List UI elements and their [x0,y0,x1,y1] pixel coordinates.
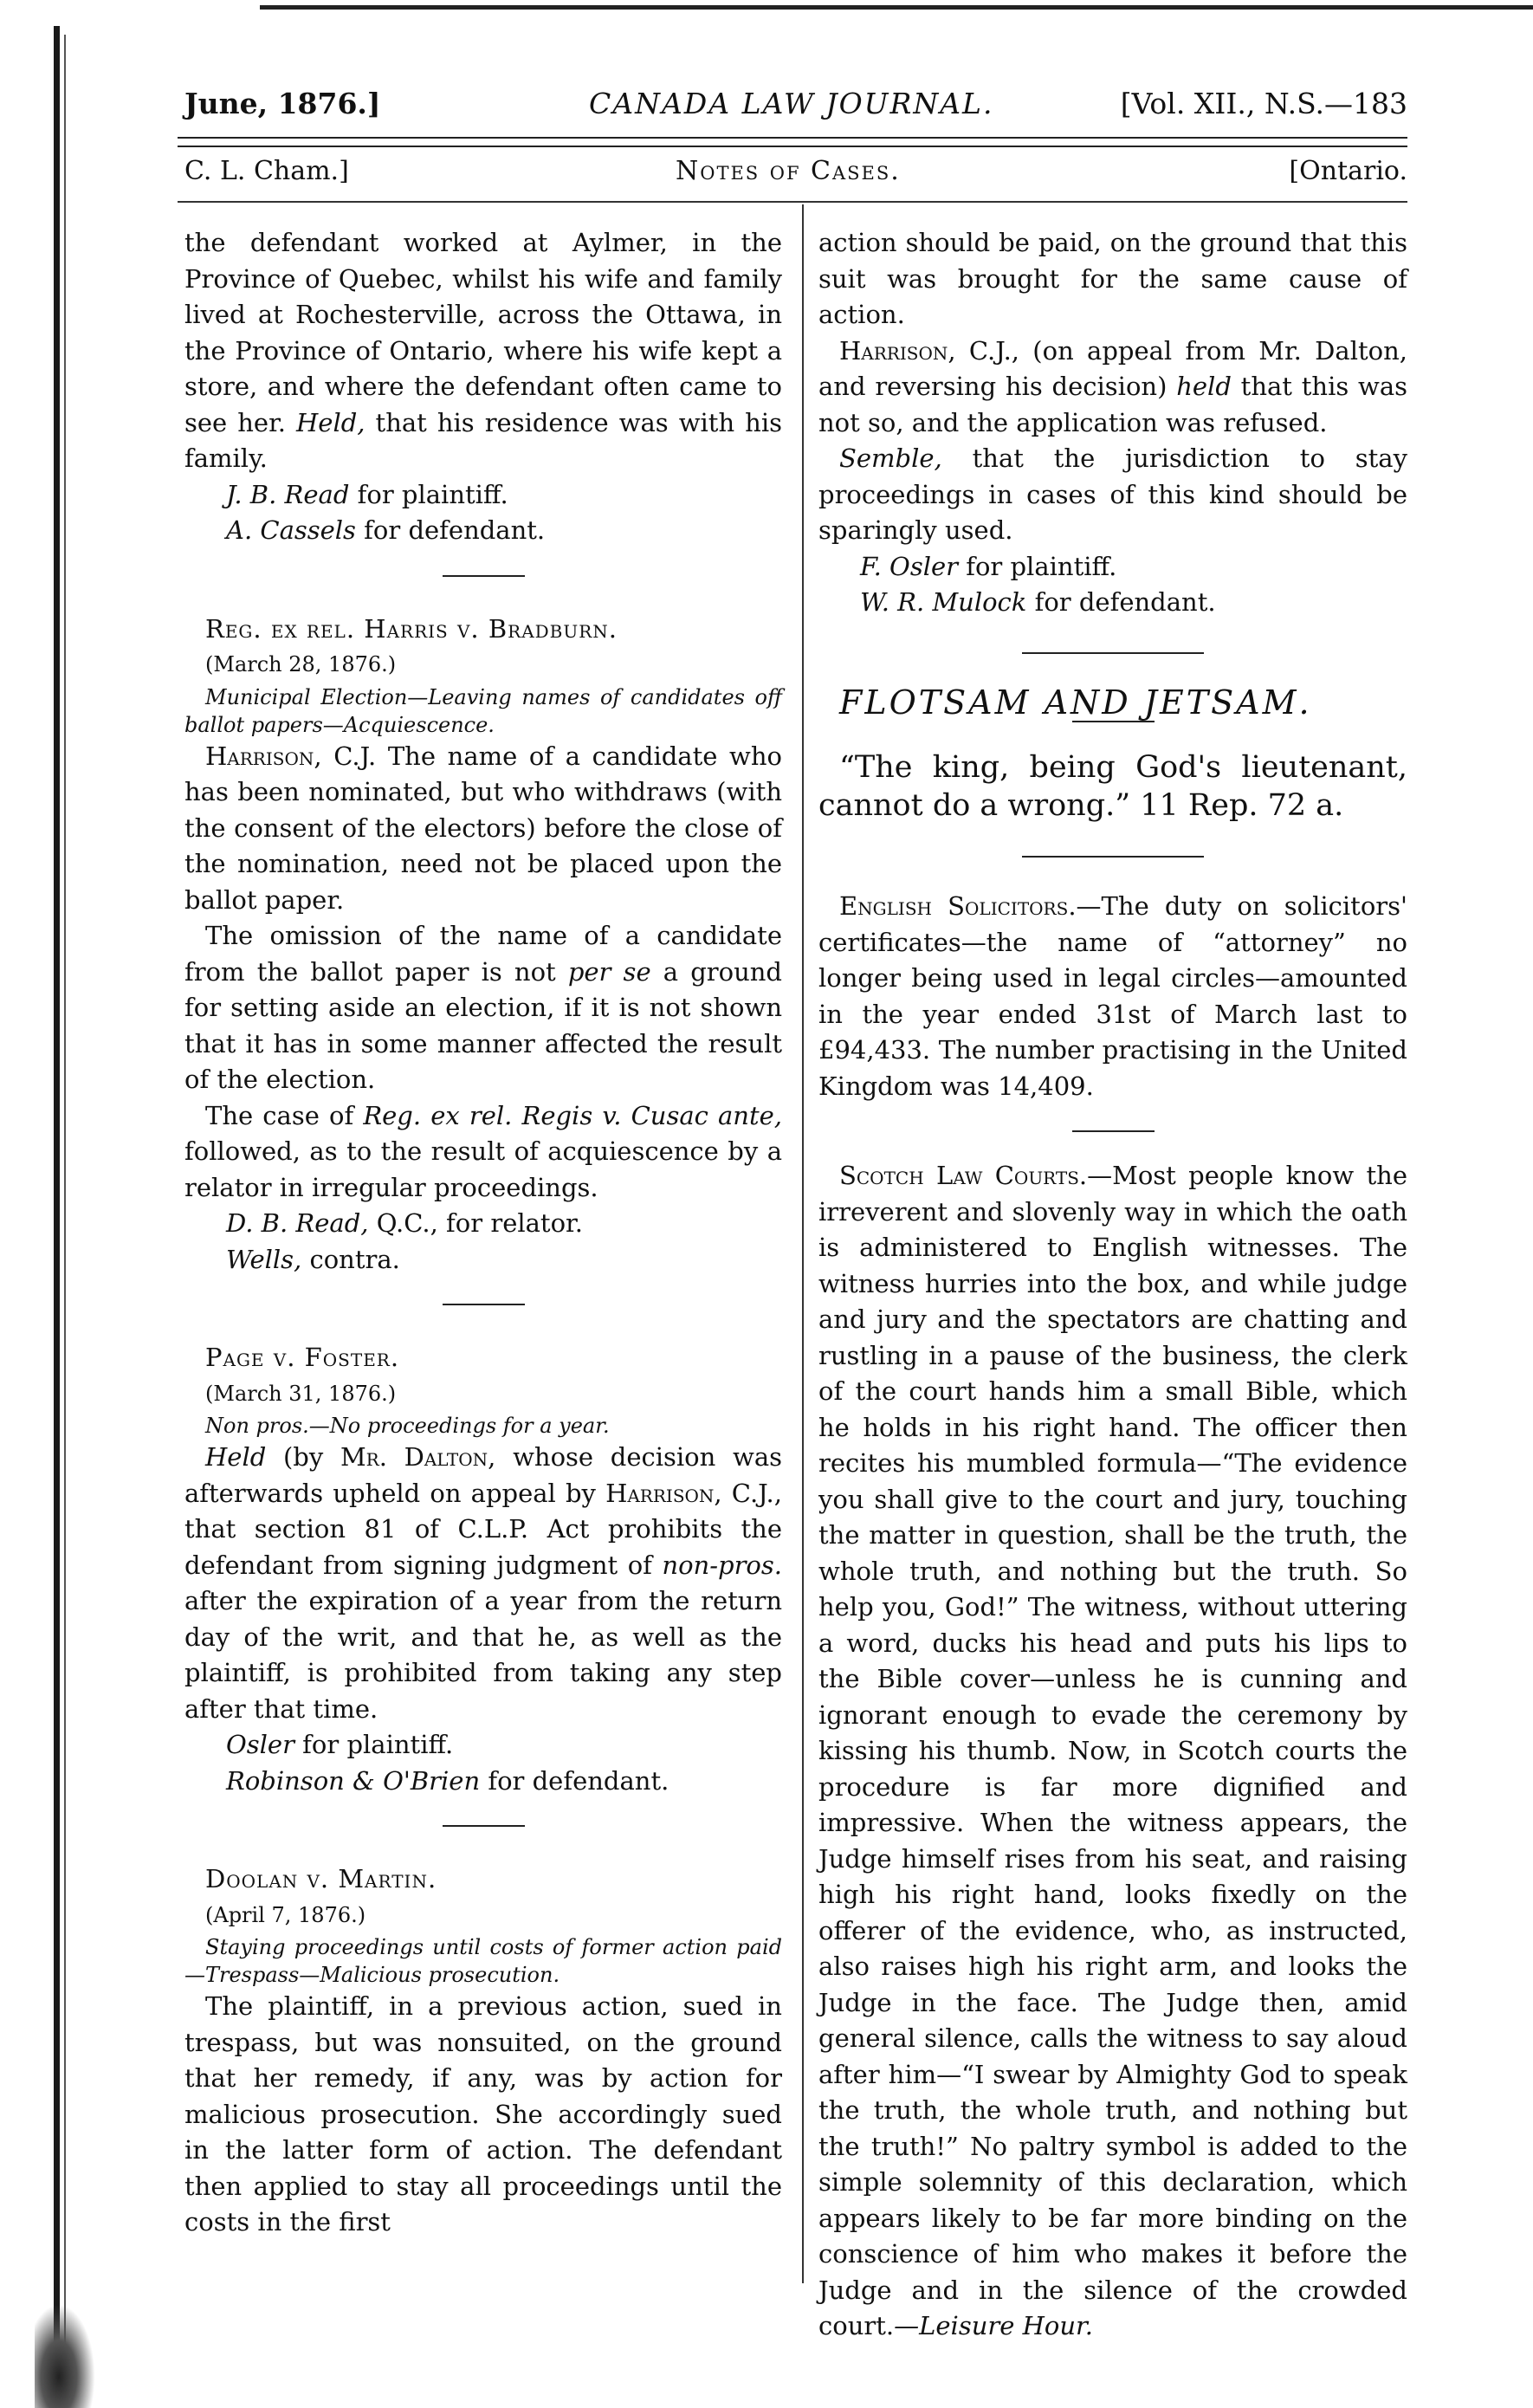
case-paragraph: Held (by Mr. Dalton, whose decision was afterwards upheld on appeal by Harrison, C.J., that section 81 of C.L.P. Act prohibits the defendant from signing judgment of non-pros. after the expiration of a year from the return day of the writ, and that he, as well as the plaintiff, is prohibited from taking any step after that time. [184,1442,782,1724]
section-rule [178,201,1407,203]
item-separator [1022,856,1204,858]
binding-ink-blot [35,2304,95,2408]
continued-paragraph: the defendant worked at Aylmer, in the Province of Quebec, whilst his wife and family lived at Rochesterville, across the Ottawa, in the Province of Ontario, where his wife kept a store, and where the defendant often came to see her. Held, that his residence was with his family. [184,228,782,473]
epigraph-quote: “The king, being God's lieutenant, cannot do a wrong.” 11 Rep. 72 a. [818,750,1407,823]
court-label: C. L. Cham.] [184,156,349,186]
case-separator [443,575,525,577]
case-title: Reg. ex rel. Harris v. Bradburn. [205,613,618,644]
item-separator [1072,1130,1155,1132]
case-paragraph: The omission of the name of a candidate from the ballot paper is not per se a ground for setting aside an election, if it is not shown that it has in some manner affected the result of the election. [184,921,782,1094]
counsel-defendant: W. R. Mulock for defendant. [860,587,1216,617]
continued-paragraph: action should be paid, on the ground that this suit was brought for the same cause of action. [818,228,1407,329]
case-paragraph: Semble, that the jurisdiction to stay proceedings in cases of this kind should be sparingly used. [818,443,1407,545]
case-title: Page v. Foster. [205,1343,400,1372]
case-headnote: Staying proceedings until costs of former action paid—Trespass—Malicious prosecution. [184,1935,782,1987]
case-paragraph: Harrison, C.J., (on appeal from Mr. Dalton, and reversing his decision) held that this was not so, and the application was refused. [818,335,1408,437]
case-headnote: Non pros.—No proceedings for a year. [205,1414,610,1438]
left-column [184,225,782,2241]
case-date: (April 7, 1876.) [205,1902,366,1927]
right-column [818,225,1407,2345]
case-headnote: Municipal Election—Leaving names of candidates off ballot papers—Acquiescence. [184,684,782,737]
case-paragraph: The case of Reg. ex rel. Regis v. Cusac ante, followed, as to the result of acquiescence by a relator in irregular proceedings. [184,1100,782,1202]
flotsam-title: FLOTSAM AND JETSAM. [839,683,1312,722]
journal-title: CANADA LAW JOURNAL. [589,87,994,120]
item-scotch-law-courts: Scotch Law Courts.—Most people know the irreverent and slovenly way in which the oath is administered to English witnesses. The witness hurries into the box, and while judge and jury and the spectators are chatting and rustling in a pause of the business, the clerk of the court hands him a small Bible, which he holds in his right hand. The officer then recites his mumbled formula—“The evidence you shall give to the court and jury, touching the matter in question, shall be the truth, the whole truth, and nothing but the truth. So help you, God!” The witness, without uttering a word, ducks his head and puts his lips to the Bible cover—unless he is cunning and ignorant enough to evade the ceremony by kissing his thumb. Now, in Scotch courts the procedure is far more dignified and impressive. When the witness appears, the Judge himself rises from his seat, and raising high his right hand, looks fixedly on the offerer of the evidence, who, as instructed, also raises high his right arm, and looks the Judge in the face. The Judge then, amid general silence, calls the witness to say aloud after him—“I swear by Almighty God to speak the truth, the whole truth, and nothing but the truth!” No paltry symbol is added to the simple solemnity of this declaration, which appears likely to be far more binding on the conscience of him who makes it before the Judge and in the silence of the crowded court.—Leisure Hour. [818,1161,1407,2340]
counsel-defendant: A. Cassels for defendant. [226,515,546,545]
counsel-contra: Wells, contra. [226,1244,400,1274]
counsel-relator: D. B. Read, Q.C., for relator. [226,1208,583,1238]
case-page [184,1340,782,1799]
counsel-plaintiff: Osler for plaintiff. [226,1730,454,1759]
column-divider [802,204,804,2283]
section-label: Notes of Cases. [676,156,901,186]
case-harris [184,612,782,1278]
case-paragraph: The plaintiff, in a previous action, sued in trespass, but was nonsuited, on the ground that her remedy, if any, was by action for malicious prosecution. She accordingly sued in the latter form of action. The defendant then applied to stay all proceedings until the costs in the first [184,1991,782,2236]
item-english-solicitors: English Solicitors.—The duty on solicitors' certificates—the name of “attorney” no longer being used in legal circles—amounted in the year ended 31st of March last to £94,433. The number practising in the United Kingdom was 14,409. [818,891,1407,1101]
counsel-plaintiff: F. Osler for plaintiff. [860,551,1117,581]
running-header [178,87,1407,130]
case-paragraph: Harrison, C.J. The name of a candidate who has been nominated, but who withdraws (with the consent of the electors) before the close of the nomination, need not be placed upon the ballot paper. [184,741,782,915]
case-date: (March 31, 1876.) [205,1381,397,1406]
issue-date: June, 1876.] [184,87,381,120]
volume-page: [Vol. XII., N.S.—183 [1120,87,1407,120]
province-label: [Ontario. [1289,156,1407,186]
section-header [178,156,1407,194]
case-date: (March 28, 1876.) [205,652,397,676]
case-doolan [184,1861,782,2241]
case-title: Doolan v. Martin. [205,1864,437,1893]
top-border-rule [260,5,1533,10]
header-double-rule [178,137,1407,147]
section-separator [1022,652,1204,654]
binding-edge [54,26,60,2373]
case-separator [443,1825,525,1827]
counsel-defendant: Robinson & O'Brien for defendant. [226,1765,669,1796]
binding-edge-line [64,35,66,2365]
counsel-plaintiff: J. B. Read for plaintiff. [226,479,508,509]
case-separator [443,1304,525,1305]
